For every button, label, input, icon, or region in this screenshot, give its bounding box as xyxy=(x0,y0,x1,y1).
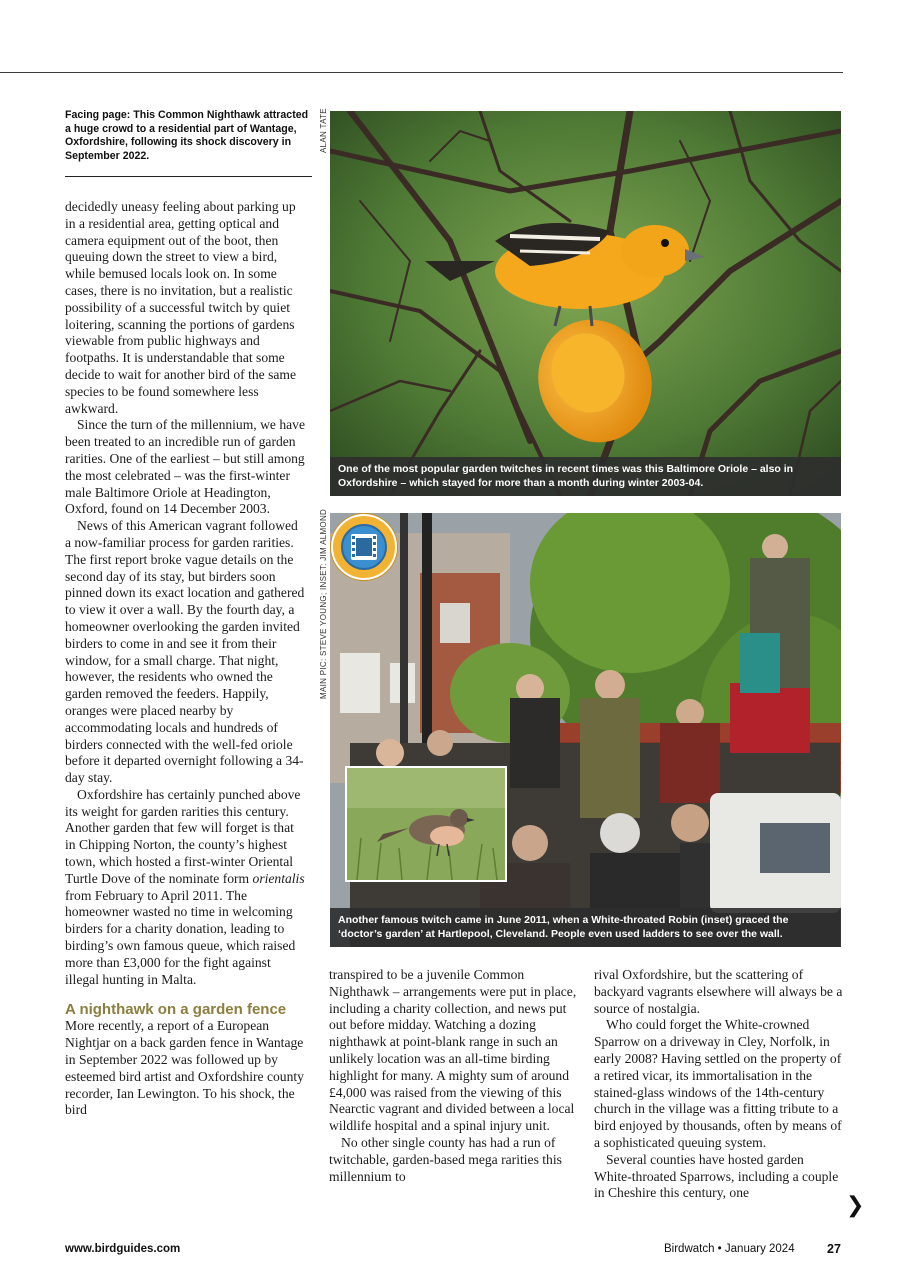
paragraph: Several counties have hosted garden White-throated Sparrows, including a couple in Cheshire this century, one xyxy=(594,1151,839,1201)
footer-magazine: Birdwatch • January 2024 xyxy=(664,1243,795,1255)
footer-url[interactable]: www.birdguides.com xyxy=(65,1243,181,1255)
article-column-2 xyxy=(329,967,577,1185)
paragraph: decidedly uneasy feeling about parking up in a residential area, getting optical and camera equipment out of the boot, then queuing down the street to view a bird, while bemused locals look on. In some cases, there is no invitation, but a realistic possibility of a successful twitch by quiet loitering, scanning the portions of gardens viewable from public highways and footpaths. It is understandable that some decide to wait for another bird of the same species to be found somewhere less awkward. xyxy=(65,199,297,416)
chevron-right-icon[interactable]: ❯ xyxy=(846,1193,865,1218)
text-run: Oxfordshire has certainly punched above its weight for garden rarities this century. Another garden that few will forget is that in Chipping Norton, the county’s highest town, which hosted a first-winter Oriental Turtle Dove of the nominate form xyxy=(65,786,301,886)
oriole-photo xyxy=(330,111,841,496)
video-badge[interactable] xyxy=(331,514,397,580)
photo-credit-oriole: ALAN TATE xyxy=(319,108,328,153)
paragraph: transpired to be a juvenile Common Nighthawk – arrangements were put in place, including a charity collection, and news put out before midday. Watching a dozing nighthawk at point-blank range in such an unlikely location was an all-time birding highlight for many. A mighty sum of around £4,000 was raised from the viewing of this Nearctic vagrant and divided between a local wildlife hospital and a spinal injury unit. xyxy=(329,967,577,1134)
robin-illustration xyxy=(347,768,505,880)
section-subhead: A nighthawk on a garden fence xyxy=(65,1001,287,1019)
article-column-1 xyxy=(65,199,305,1119)
film-strip-icon xyxy=(343,526,385,568)
twitch-crowd-photo xyxy=(330,513,841,947)
robin-inset-photo xyxy=(345,766,507,882)
text-run: from February to April 2011. The homeowner wasted no time in welcoming birders for a charity donation, leading to birding’s own famous queue, which raised more than £3,000 for the fight against illegal hunting in Malta. xyxy=(65,887,296,987)
paragraph: rival Oxfordshire, but the scattering of backyard vagrants elsewhere will always be a source of nostalgia. xyxy=(594,967,843,1016)
paragraph: Who could forget the White-crowned Sparrow on a driveway in Cley, Norfolk, in early 2008? Having settled on the property of a retired vicar, its immortalisation in the stained-glass windows of the 14th-century church in the village was a fitting tribute to a bird enjoyed by thousands, often by means of a sophisticated queuing system. xyxy=(594,1017,842,1150)
paragraph: Since the turn of the millennium, we have been treated to an incredible run of garden rarities. One of the earliest – but still among the most celebrated – was the first-winter male Baltimore Oriole at Headington, Oxford, found on 14 December 2003. xyxy=(65,417,306,517)
article-column-3 xyxy=(594,967,844,1202)
paragraph: No other single county has had a run of twitchable, garden-based mega rarities this millennium to xyxy=(329,1134,562,1184)
paragraph: More recently, a report of a European Nightjar on a back garden fence in Wantage in September 2022 was followed up by esteemed bird artist and Oxfordshire county recorder, Ian Lewington. To his shock, the bird xyxy=(65,1018,304,1118)
caption-rule xyxy=(65,176,312,177)
video-badge-inner xyxy=(341,524,387,570)
oriole-illustration xyxy=(330,111,841,496)
page-number: 27 xyxy=(827,1242,841,1256)
paragraph: News of this American vagrant followed a now-familiar process for garden rarities. The first report broke vague details on the second day of its stay, but birders soon pinned down its exact location and gathered to view it over a wall. By the fourth day, a homeowner overlooking the garden invited birders to come in and see it from their window, for a small charge. That night, however, the residents who owned the garden removed the feeders. Happily, oranges were placed nearby by accommodating locals and hundreds of birders connected with the well-fed oriole before it departed overnight following a 34-day stay. xyxy=(65,518,305,786)
paragraph xyxy=(65,787,305,989)
robin-caption: Another famous twitch came in June 2011, when a White-throated Robin (inset) graced the ‘doctor’s garden’ at Hartlepool, Cleveland. People even used ladders to see over the wall. xyxy=(330,908,841,947)
top-rule xyxy=(0,72,843,73)
oriole-caption: One of the most popular garden twitches in recent times was this Baltimore Oriole – also in Oxfordshire – which stayed for more than a month during winter 2003-04. xyxy=(330,457,841,496)
photo-credit-robin: MAIN PIC: STEVE YOUNG; INSET: JIM ALMOND xyxy=(319,508,328,699)
italic-term: orientalis xyxy=(252,870,305,886)
facing-page-caption: Facing page: This Common Nighthawk attracted a huge crowd to a residential part of Wantage, Oxfordshire, following its shock discovery in September 2022. xyxy=(65,109,309,162)
